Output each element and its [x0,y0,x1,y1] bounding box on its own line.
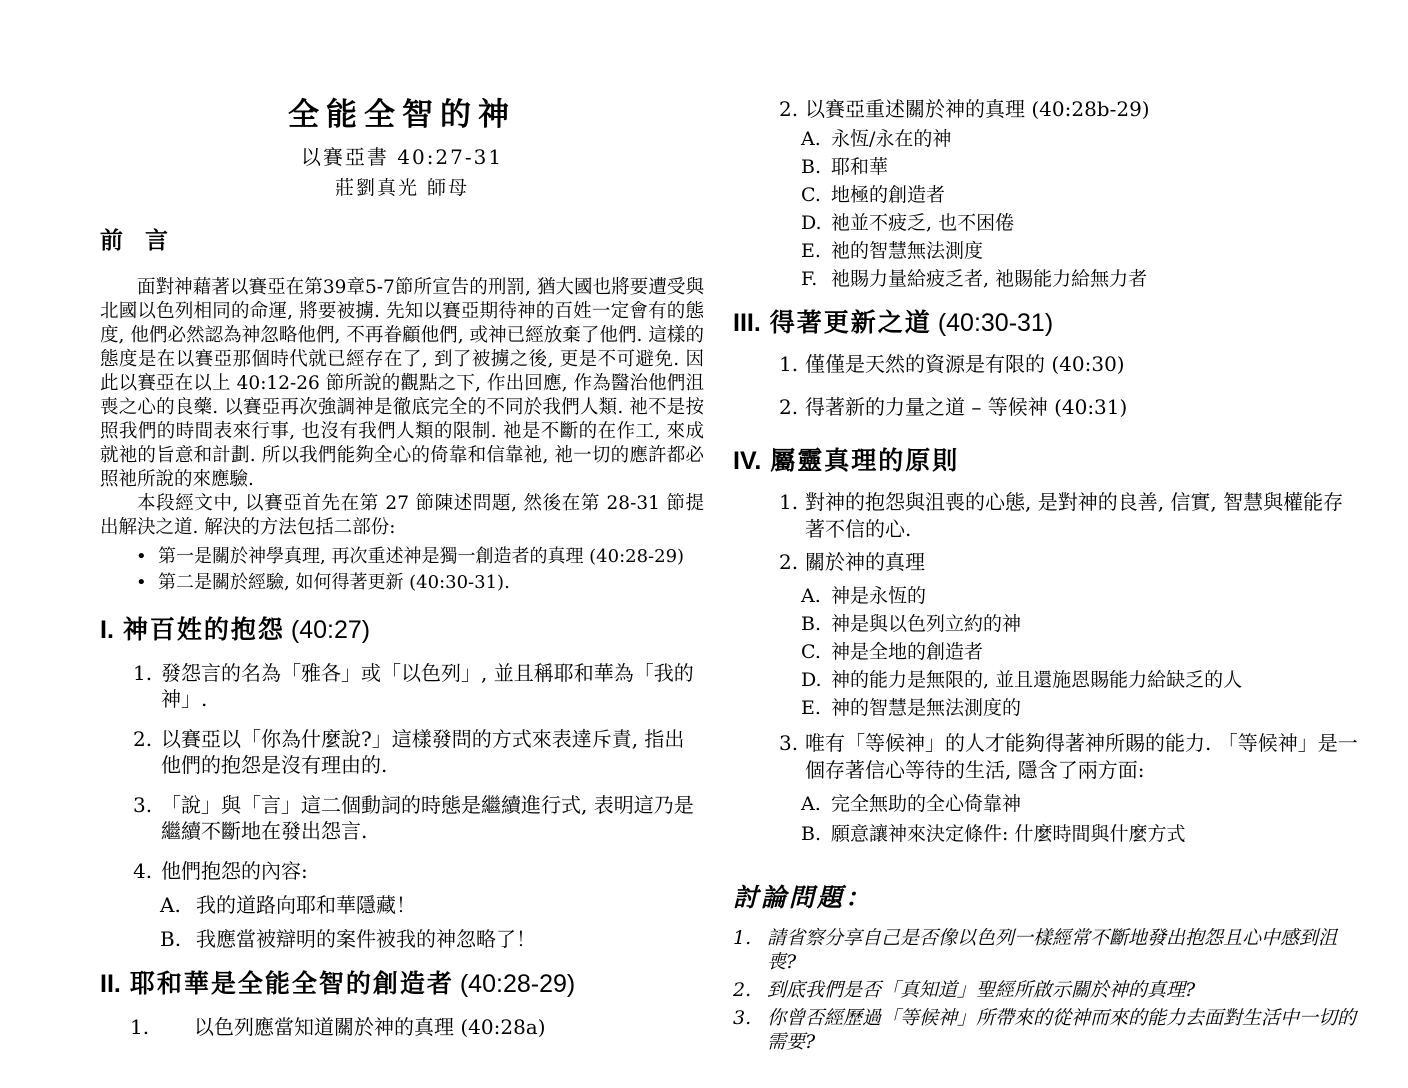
section-title: 得著更新之道 [769,308,932,337]
discussion-question-1: 1. 請省察分享自己是否像以色列一樣經常不斷地發出抱怨且心中感到沮喪? [733,927,1338,973]
section-verse-ref: (40:27) [290,616,371,644]
outline-subitem-IV-2-A: A. 神是永恆的 [801,585,927,607]
outline-subitem-II-2-A: A. 永恆/永在的神 [801,128,952,150]
doc-title: 全能全智的神 [288,97,516,133]
doc-author: 莊劉真光 師母 [334,177,470,199]
outline-subitem-IV-2-E: E. 神的智慧是無法測度的 [801,697,1022,719]
outline-subitem-I-4-B: B. 我應當被辯明的案件被我的神忽略了！ [160,927,536,951]
outline-subitem-II-2-D: D. 祂並不疲乏, 也不困倦 [801,212,1015,234]
preface-paragraph-2: 本段經文中, 以賽亞首先在第 27 節陳述問題, 然後在第 28-31 節提出解決之道. 解決的方法包括二部份: [100,493,704,538]
outline-subitem-II-2-E: E. 祂的智慧無法測度 [801,240,984,262]
preface-bullet: • 第一是關於神學真理, 再次重述神是獨一創造者的真理 (40:28-29) [136,544,704,570]
preface-paragraph-1: 面對神藉著以賽亞在第39章5-7節所宣告的刑罰, 猶大國也將要遭受與北國以色列相同的命運, 將要被擄. 先知以賽亞期待神的百姓一定會有的態度, 他們必然認為神忽略他們, 不再眷顧他們, 或神已經放棄了他們. 這樣的態度是在以賽亞那個時代就已經存在了, 到了被擄之後, 更是不可避免. 因此以賽亞在以上 40:12-26 節所說的觀點之下, 作出回應, 作為醫治他們沮喪之心的良藥. 以賽亞再次強調神是徹底完全的不同於我們人類. 祂不是按照我們的時間表來行事, 也沒有我們人類的限制. 祂是不斷的在作工, 來成就祂的旨意和計劃. 所以我們能夠全心的倚靠和信靠祂, 祂一切的應許都必照祂所說的來應驗. [100,277,704,490]
outline-item-I-2: 2. 以賽亞以「你為什麼說?」這樣發問的方式來表達斥責, 指出他們的抱怨是沒有理由的. [133,727,685,777]
discussion-heading: 討論問題： [733,883,874,912]
section-title: 神百姓的抱怨 [122,615,285,644]
outline-item-I-1: 1. 發怨言的名為「雅各」或「以色列」, 並且稱耶和華為「我的神」. [133,661,694,711]
section-heading-4 [733,445,1361,477]
outline-item-I-4: 4. 他們抱怨的內容: [133,859,308,883]
outline-subitem-IV-3-A: A. 完全無助的全心倚靠神 [801,793,1022,815]
outline-item-III-1: 1. 僅僅是天然的資源是有限的 (40:30) [779,352,1125,376]
discussion-question-2: 2. 到底我們是否「真知道」聖經所啟示關於神的真理? [733,979,1196,1001]
section-numeral: III. [733,309,761,337]
section-numeral: I. [100,616,114,644]
section-verse-ref: (40:28-29) [459,970,576,998]
outline-subitem-IV-3-B: B. 願意讓神來決定條件: 什麼時間與什麼方式 [801,823,1186,845]
doc-subtitle: 以賽亞書 40:27-31 [300,145,504,169]
preface-heading: 前 言 [100,227,176,254]
outline-item-I-3: 3. 「說」與「言」這二個動詞的時態是繼續進行式, 表明這乃是繼續不斷地在發出怨言. [133,793,694,843]
outline-subitem-I-4-A: A. 我的道路向耶和華隱藏！ [160,893,416,917]
section-heading-2 [100,968,704,1000]
section-title: 屬靈真理的原則 [770,446,960,475]
preface-bullet-list [136,544,704,596]
outline-subitem-IV-2-C: C. 神是全地的創造者 [801,641,984,663]
outline-subitem-II-2-B: B. 耶和華 [801,156,889,178]
outline-item-IV-2: 2. 關於神的真理 [779,550,925,574]
section-verse-ref: (40:30-31) [937,309,1054,337]
right-column [733,96,1361,1054]
outline-subitem-II-2-F: F. 祂賜力量給疲乏者, 祂賜能力給無力者 [801,268,1148,290]
section-heading-3 [733,307,1361,339]
outline-item-IV-3: 3. 唯有「等候神」的人才能夠得著神所賜的能力. 「等候神」是一個存著信心等待的生活, 隱含了兩方面: [779,731,1358,782]
preface-bullet: • 第二是關於經驗, 如何得著更新 (40:30-31). [136,570,704,596]
discussion-question-3: 3. 你曾否經歷過「等候神」所帶來的從神而來的能力去面對生活中一切的需要? [733,1007,1357,1053]
outline-subitem-IV-2-B: B. 神是與以色列立約的神 [801,613,1022,635]
section-numeral: IV. [733,447,762,475]
outline-item-IV-1: 1. 對神的抱怨與沮喪的心態, 是對神的良善, 信實, 智慧與權能存著不信的心. [779,490,1344,541]
section-numeral: II. [100,970,121,998]
document-header [100,96,704,200]
section-heading-1 [100,614,704,646]
left-column [100,96,704,1040]
outline-item-II-1: 1. 以色列應當知道關於神的真理 (40:28a) [130,1015,546,1039]
outline-subitem-II-2-C: C. 地極的創造者 [801,184,946,206]
outline-item-III-2: 2. 得著新的力量之道 – 等候神 (40:31) [779,395,1128,419]
section-title: 耶和華是全能全智的創造者 [129,969,454,998]
outline-item-II-2: 2. 以賽亞重述關於神的真理 (40:28b-29) [779,97,1150,121]
outline-subitem-IV-2-D: D. 神的能力是無限的, 並且還施恩賜能力給缺乏的人 [801,669,1243,691]
